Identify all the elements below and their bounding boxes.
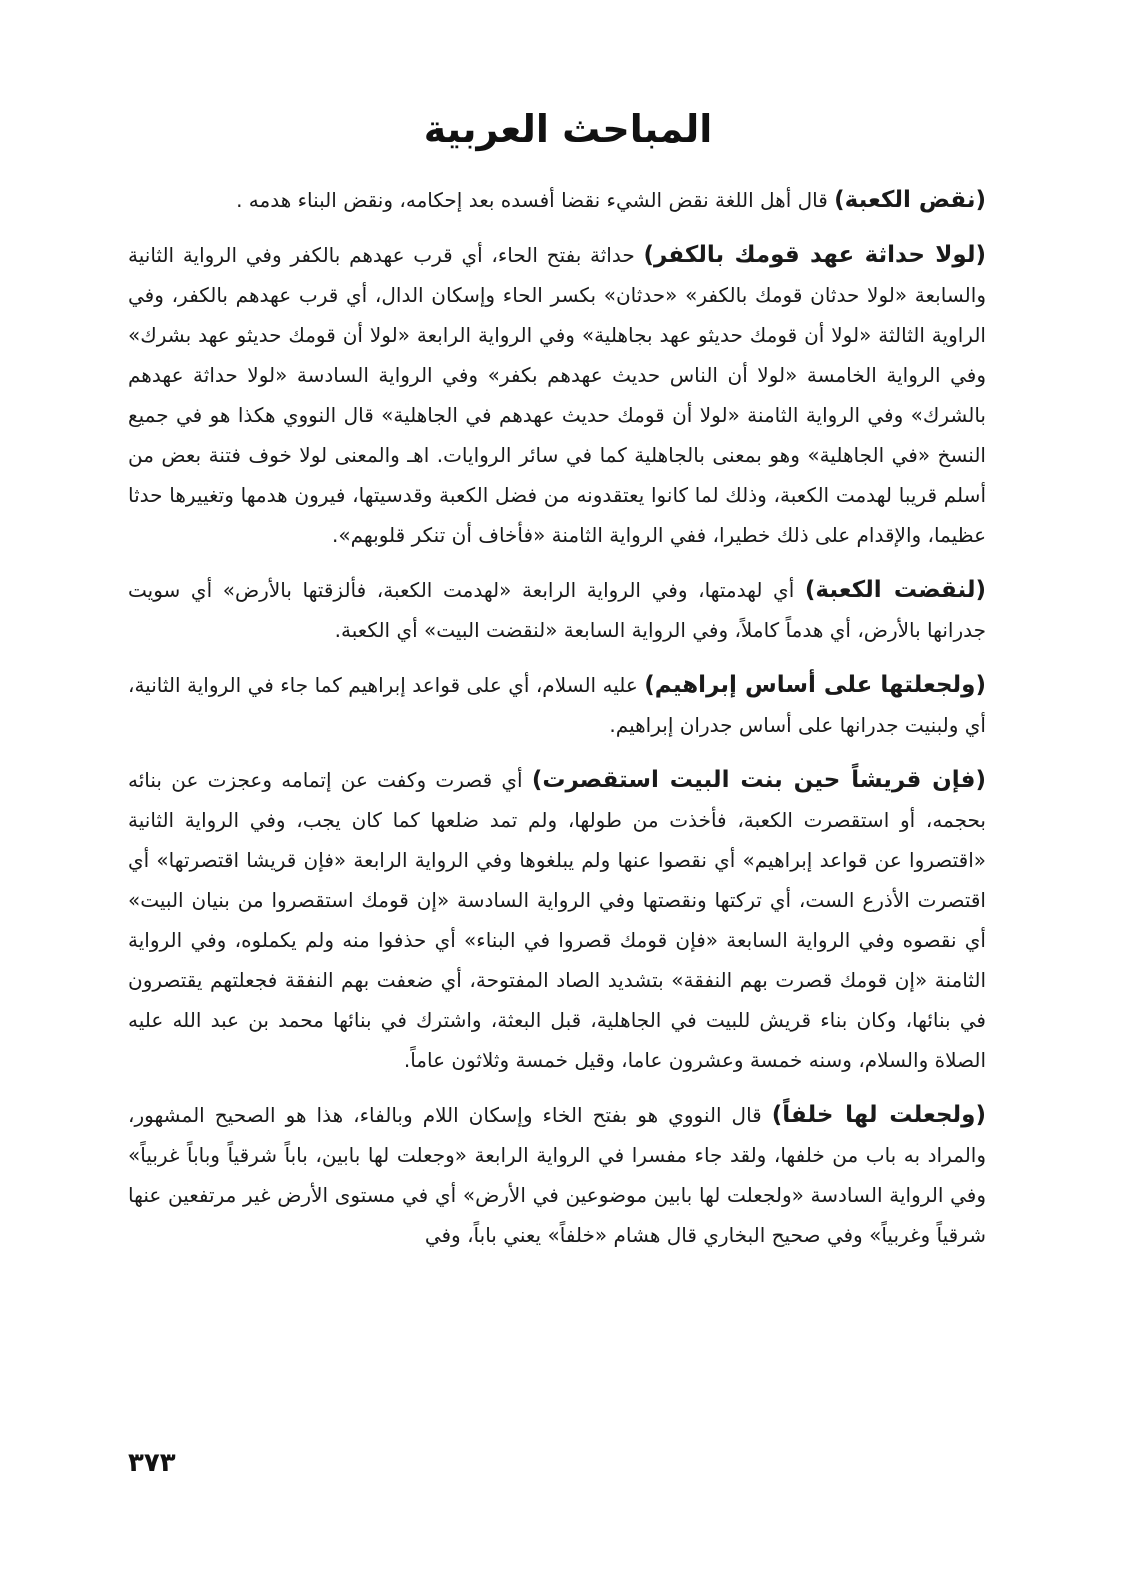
page-body	[128, 180, 986, 1270]
paragraph-text: أي قصرت وكفت عن إتمامه وعجزت عن بنائه بحجمه، أو استقصرت الكعبة، فأخذت من طولها، ولم تمد ضلعها كما كان يجب، وفي الرواية الثانية «اقتصروا عن قواعد إبراهيم» أي نقصوا عنها ولم يبلغوها وفي الرواية الرابعة «فإن قريشا اقتصرتها» أي اقتصرت الأذرع الست، أي تركتها ونقصتها وفي الرواية السادسة «إن قومك استقصروا من بنيان البيت» أي نقصوه وفي الرواية السابعة «فإن قومك قصروا في البناء» أي حذفوا منه ولم يكملوه، وفي الرواية الثامنة «إن قومك قصرت بهم النفقة» بتشديد الصاد المفتوحة، أي ضعفت بهم النفقة فجعلتهم يقتصرون في بنائها، وكان بناء قريش للبيت في الجاهلية، قبل البعثة، واشترك في بنائها محمد بن عبد الله عليه الصلاة والسلام، وسنه خمسة وعشرون عاما، وقيل خمسة وثلاثون عاماً.	[128, 768, 986, 1072]
paragraph-lanaqadtu	[128, 570, 986, 650]
paragraph-text: قال النووي هو بفتح الخاء وإسكان اللام وبالفاء، هذا هو الصحيح المشهور، والمراد به باب من خلفها، ولقد جاء مفسرا في الرواية الرابعة «وجعلت لها بابين، باباً شرقياً وباباً غربياً» وفي الرواية السادسة «ولجعلت لها بابين موضوعين في الأرض» أي في مستوى الأرض غير مرتفعين عنها شرقياً وغربياً» وفي صحيح البخاري قال هشام «خلفاً» يعني باباً، وفي	[128, 1103, 986, 1247]
paragraph-text: قال أهل اللغة نقض الشيء نقضا أفسده بعد إحكامه، ونقض البناء هدمه .	[236, 188, 835, 212]
paragraph-text: حداثة بفتح الحاء، أي قرب عهدهم بالكفر وفي الرواية الثانية والسابعة «لولا حدثان قومك بالكفر» «حدثان» بكسر الحاء وإسكان الدال، أي قرب عهدهم بالكفر، وفي الراوية الثالثة «لولا أن قومك حديثو عهد بجاهلية» وفي الرواية الرابعة «لولا أن قومك حديثو عهد بشرك» وفي الرواية الخامسة «لولا أن الناس حديث عهدهم بكفر» وفي الرواية السادسة «لولا حداثة عهدهم بالشرك» وفي الرواية الثامنة «لولا أن قومك حديث عهدهم في الجاهلية» قال النووي هكذا هو في جميع النسخ «في الجاهلية» وهو بمعنى بالجاهلية كما في سائر الروايات. اهـ والمعنى لولا خوف فتنة بعض من أسلم قريبا لهدمت الكعبة، وذلك لما كانوا يعتقدونه من فضل الكعبة وقدسيتها، فيرون هدمها وتغييرها حدثا عظيما، والإقدام على ذلك خطيرا، ففي الرواية الثامنة «فأخاف أن تنكر قلوبهم».	[128, 243, 986, 547]
paragraph-istaqsarat	[128, 760, 986, 1080]
paragraph-heading: (لولا حداثة عهد قومك بالكفر)	[643, 242, 987, 268]
paragraph-hadathat-ahd	[128, 235, 986, 555]
paragraph-heading: (فإن قريشاً حين بنت البيت استقصرت)	[531, 767, 986, 793]
paragraph-text: عليه السلام، أي على قواعد إبراهيم كما جاء في الرواية الثانية، أي ولبنيت جدرانها على أساس جدران إبراهيم.	[128, 673, 986, 737]
paragraph-khalfan	[128, 1095, 986, 1255]
page-number: ٣٧٣	[128, 1448, 176, 1478]
paragraph-asas-ibrahim	[128, 665, 986, 745]
paragraph-text: أي لهدمتها، وفي الرواية الرابعة «لهدمت الكعبة، فألزقتها بالأرض» أي سويت جدرانها بالأرض، أي هدماً كاملاً، وفي الرواية السابعة «لنقضت البيت» أي الكعبة.	[128, 578, 986, 642]
paragraph-naqd-al-kaaba	[128, 180, 986, 220]
paragraph-heading: (ولجعلتها على أساس إبراهيم)	[644, 672, 986, 698]
paragraph-heading: (لنقضت الكعبة)	[804, 577, 986, 603]
paragraph-heading: (نقض الكعبة)	[834, 187, 986, 213]
page-title: المباحث العربية	[423, 107, 713, 151]
paragraph-heading: (ولجعلت لها خلفاً)	[771, 1102, 986, 1128]
